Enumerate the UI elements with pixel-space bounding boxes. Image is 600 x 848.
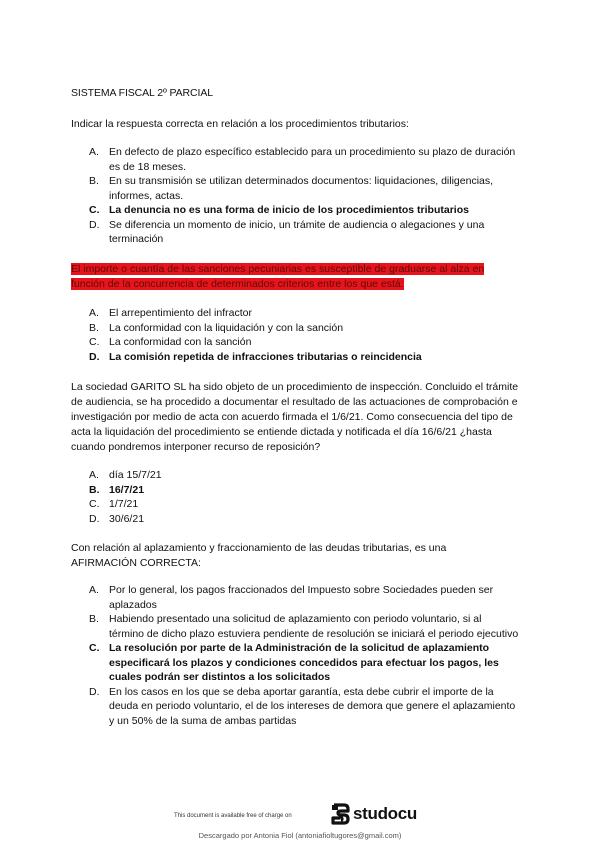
option-c-correct: C. La denuncia no es una forma de inicio de los procedimientos tributarios <box>89 204 469 216</box>
option-a: A. Por lo general, los pagos fraccionados del Impuesto sobre Sociedades pueden ser aplazados <box>89 584 494 611</box>
question-2-options <box>89 306 519 364</box>
studocu-s-icon <box>330 803 350 825</box>
option-b-correct: B. 16/7/21 <box>89 483 145 496</box>
document-title: SISTEMA FISCAL 2º PARCIAL <box>71 87 213 99</box>
footer-distribution-note: This document is available free of charge on <box>174 813 292 819</box>
option-b: B. En su transmisión se utilizan determinados documentos: liquidaciones, diligencias, informes, actas. <box>89 175 494 202</box>
option-c: C. La conformidad con la sanción <box>89 336 252 348</box>
question-1-text: Indicar la respuesta correcta en relación a los procedimientos tributarios: <box>71 118 409 130</box>
studocu-wordmark: studocu <box>353 804 418 823</box>
question-3-text: La sociedad GARITO SL ha sido objeto de un procedimiento de inspección. Concluido el trámite de audiencia, se ha procedido a documentar el resultado de las actuaciones de comprobación e investigación por medio de acta con acuerdo firmada el 1/6/21. Como consecuencia del tipo de acta la liquidación del procedimiento se entiende dictada y notificada el día 16/6/21 ¿hasta cuando pondremos interponer recurso de reposición? <box>71 381 519 453</box>
question-4-options <box>89 583 519 728</box>
option-b: B. La conformidad con la liquidación y con la sanción <box>89 321 344 334</box>
option-a: A. El arrepentimiento del infractor <box>89 307 252 319</box>
studocu-logo[interactable] <box>330 803 417 825</box>
downloaded-by-note: Descargado por Antonia Fiol (antoniafioltugores@gmail.com) <box>198 831 402 840</box>
option-c: C. 1/7/21 <box>89 498 139 510</box>
highlighted-question: El importe o cuantía de las sanciones pecuniarias es susceptible de graduarse al alza en función de la concurrencia de determinados criterios entre los que está: <box>71 263 485 290</box>
question-4-text: Con relación al aplazamiento y fraccionamiento de las deudas tributarias, es una AFIRMACIÓN CORRECTA: <box>71 542 447 569</box>
question-1-options <box>89 145 519 247</box>
question-2-text <box>71 262 511 292</box>
option-d-correct: D. La comisión repetida de infracciones tributarias o reincidencia <box>89 350 422 363</box>
option-d: D. Se diferencia un momento de inicio, un trámite de audiencia o alegaciones y una terminación <box>89 218 485 245</box>
option-b: B. Habiendo presentado una solicitud de aplazamiento con periodo voluntario, si al término de dicho plazo estuviera pendiente de resolución se iniciará el periodo ejecutivo <box>89 613 519 640</box>
option-d: D. 30/6/21 <box>89 512 145 525</box>
option-d: D. En los casos en los que se deba aportar garantía, esta debe cubrir el importe de la deuda en periodo voluntario, el de los intereses de demora que genere el aplazamiento y un 50% de la suma de ambas partidas <box>89 685 516 727</box>
option-c-correct: C. La resolución por parte de la Administración de la solicitud de aplazamiento especificará los plazos y condiciones concedidos para efectuar los pagos, les cuales podrán ser distintos a los solicitados <box>89 642 499 683</box>
question-3-options <box>89 468 519 526</box>
option-a: A. día 15/7/21 <box>89 469 162 481</box>
option-a: A. En defecto de plazo específico establecido para un procedimiento su plazo de duración es de 18 meses. <box>89 146 516 173</box>
